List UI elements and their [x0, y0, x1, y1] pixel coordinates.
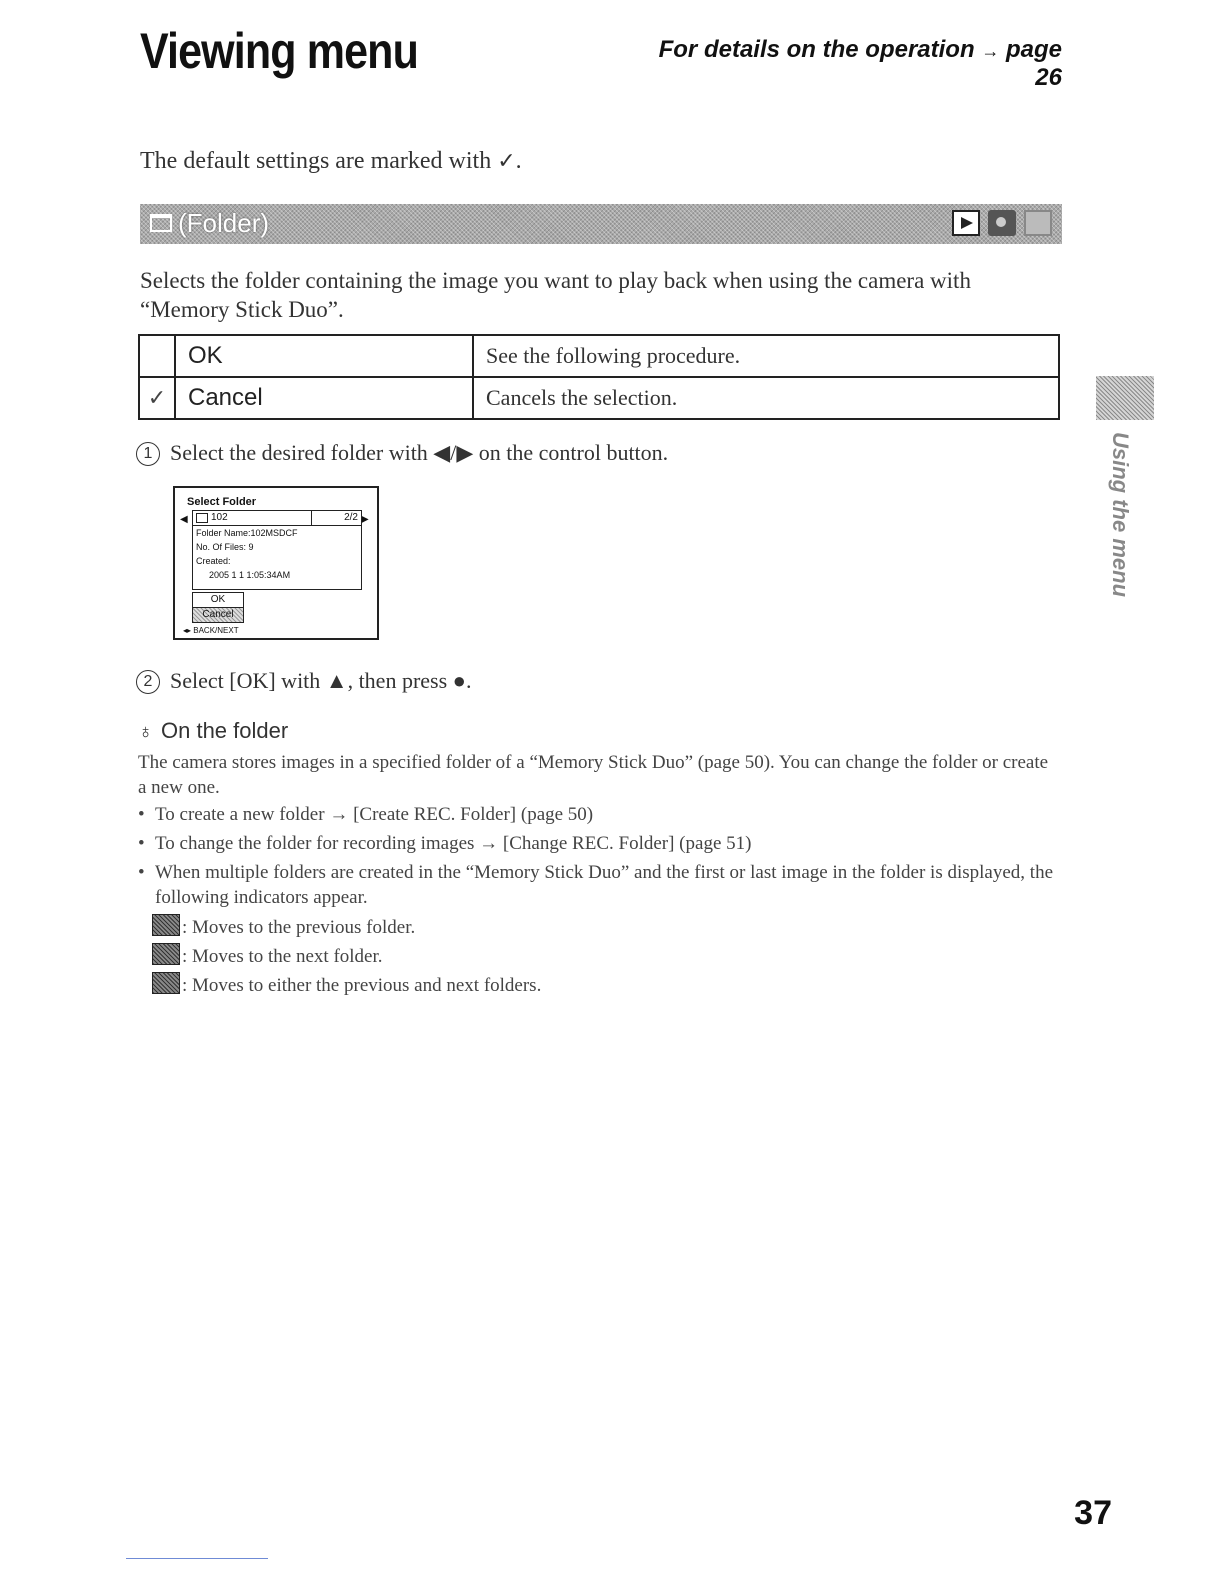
option-description: Cancels the selection. [473, 377, 1059, 419]
default-note-text: The default settings are marked with [140, 148, 492, 174]
file-count: No. Of Files: 9 [196, 542, 254, 552]
default-note-end: . [515, 148, 522, 174]
side-tab [1096, 376, 1154, 420]
page-title: Viewing menu [140, 23, 419, 79]
movie-mode-icon [1024, 210, 1052, 236]
section-description: Selects the folder containing the image you want to play back when using the camera with “Memory Stick Duo”. [140, 268, 971, 322]
screen-cancel-button: Cancel [192, 607, 244, 623]
step-number: 2 [136, 670, 160, 694]
folder-icon [196, 513, 208, 523]
default-note [140, 148, 522, 175]
created-label: Created: [196, 556, 231, 566]
list-item [138, 831, 1058, 856]
bullet-icon: • [138, 804, 145, 825]
reference-text: For details on the operation [658, 36, 975, 63]
footer-rule [126, 1558, 268, 1559]
bullet-text: To change the folder for recording images → [Change REC. Folder] (page 51) [155, 833, 752, 854]
indicator-text: : Moves to the next folder. [182, 946, 383, 967]
tip-heading-text: On the folder [161, 718, 289, 743]
table-row [139, 335, 1059, 377]
screen-ok-button: OK [192, 592, 244, 608]
option-name: OK [175, 335, 473, 377]
tip-icon: ♁ [138, 721, 153, 743]
folder-name: Folder Name:102MSDCF [196, 528, 298, 538]
section-banner [140, 204, 1062, 244]
folder-info-box [192, 510, 362, 590]
indicator-text: : Moves to either the previous and next folders. [182, 975, 542, 996]
default-mark [139, 335, 175, 377]
tip-paragraph: The camera stores images in a specified folder of a “Memory Stick Duo” (page 50). You can change the folder or create a new one. [138, 752, 1049, 798]
left-arrow-icon: ◀ [180, 514, 188, 525]
table-row [139, 377, 1059, 419]
folder-icon [150, 214, 172, 232]
divider [311, 511, 312, 525]
step-2 [136, 668, 471, 694]
indicator-item [152, 943, 1052, 969]
options-table [138, 334, 1060, 420]
reference-page: page 26 [1005, 36, 1062, 91]
step-number: 1 [136, 442, 160, 466]
bullet-text: When multiple folders are created in the “Memory Stick Duo” and the first or last image in the folder is displayed, the following indicators appear. [155, 862, 1054, 908]
screen-title: Select Folder [187, 496, 257, 508]
page-number: 37 [1074, 1494, 1112, 1532]
folder-number: 102 [211, 512, 228, 523]
camera-mode-icon [988, 210, 1016, 236]
step-text: Select the desired folder with ◀/▶ on the control button. [170, 440, 669, 465]
step-text: Select [OK] with ▲, then press ●. [170, 668, 472, 693]
screen-hint: ◂▸ BACK/NEXT [183, 626, 239, 635]
default-mark: ✓ [139, 377, 175, 419]
list-item [138, 802, 1058, 827]
check-icon: ✓ [497, 148, 516, 173]
folder-count: 2/2 [344, 512, 358, 523]
bullet-text: To create a new folder → [Create REC. Folder] (page 50) [155, 804, 594, 825]
indicator-item [152, 914, 1052, 940]
playback-mode-icon [952, 210, 980, 236]
previous-folder-icon [152, 914, 180, 936]
option-description: See the following procedure. [473, 335, 1059, 377]
camera-screen-illustration [173, 486, 379, 640]
page-reference [648, 36, 1062, 92]
bullet-icon: • [138, 862, 145, 883]
folder-header [193, 511, 361, 526]
step-1 [136, 440, 668, 466]
indicator-text: : Moves to the previous folder. [182, 917, 416, 938]
side-section-label: Using the menu [1108, 432, 1133, 598]
next-folder-icon [152, 943, 180, 965]
indicator-item [152, 972, 1052, 998]
reference-arrow: → [981, 41, 1000, 61]
tip-heading [138, 718, 288, 744]
both-folders-icon [152, 972, 180, 994]
bullet-icon: • [138, 833, 145, 854]
list-item [138, 860, 1075, 910]
mode-icons [952, 210, 1052, 238]
right-arrow-icon: ▶ [361, 514, 369, 525]
created-value: 2005 1 1 1:05:34AM [209, 570, 291, 580]
section-label: (Folder) [178, 208, 270, 238]
option-name: Cancel [175, 377, 473, 419]
